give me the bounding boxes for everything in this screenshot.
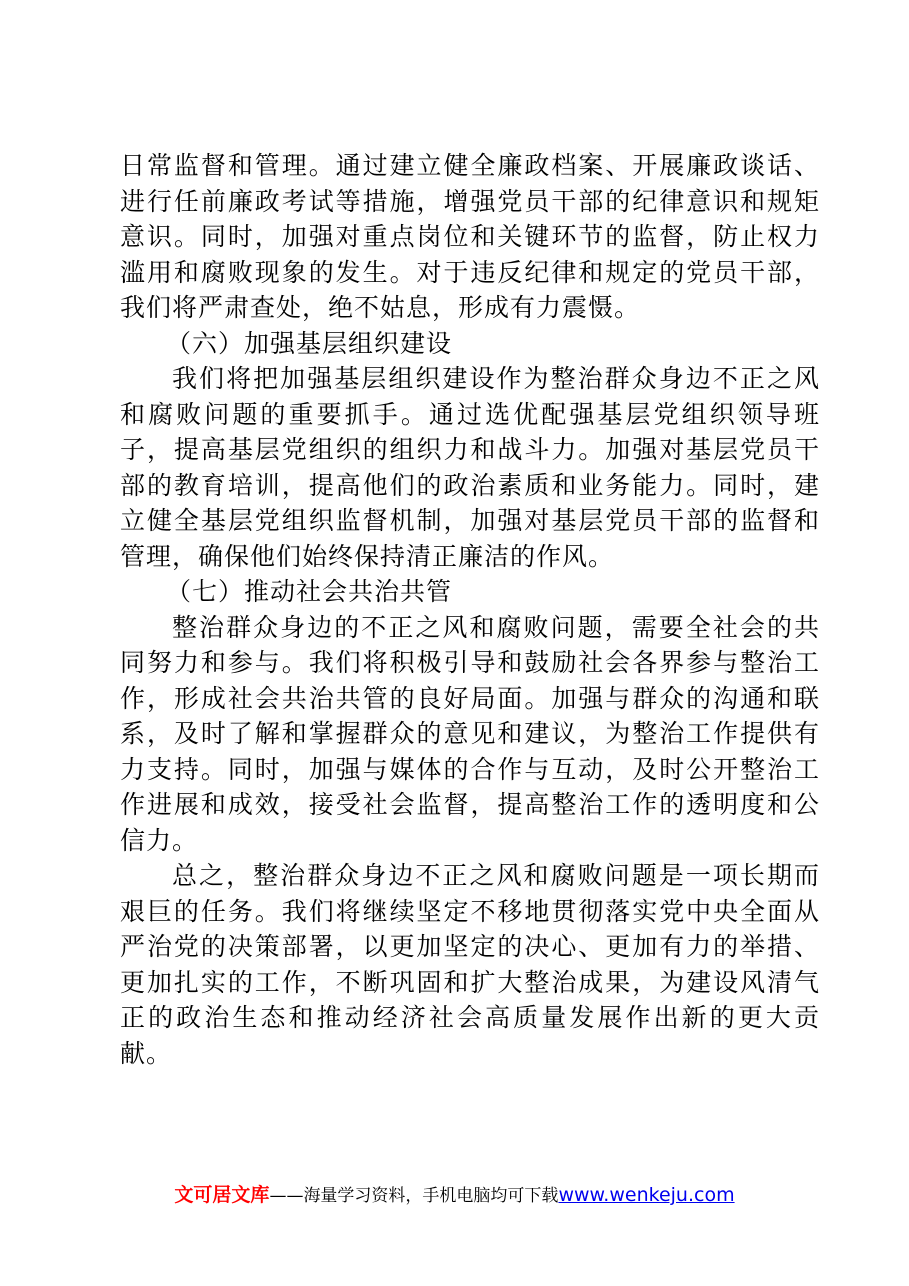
footer-url-link[interactable]: www.wenkeju.com xyxy=(558,1184,735,1206)
footer-brand: 文可居文库 xyxy=(174,1184,270,1206)
paragraph-grassroots: 我们将把加强基层组织建设作为整治群众身边不正之风和腐败问题的重要抓手。通过选优配强基层党组织领导班子，提高基层党组织的组织力和战斗力。加强对基层党员干部的教育培训，提高他们的政治素质和业务能力。同时，建立健全基层党组织监督机制，加强对基层党员干部的监督和管理，确保他们始终保持清正廉洁的作风。 xyxy=(120,364,820,571)
section-heading-6: （六）加强基层组织建设 xyxy=(166,328,453,358)
document-body xyxy=(120,148,820,1071)
paragraph-social-governance: 整治群众身边的不正之风和腐败问题，需要全社会的共同努力和参与。我们将积极引导和鼓励社会各界参与整治工作，形成社会共治共管的良好局面。加强与群众的沟通和联系，及时了解和掌握群众的意见和建议，为整治工作提供有力支持。同时，加强与媒体的合作与互动，及时公开整治工作进展和成效，接受社会监督，提高整治工作的透明度和公信力。 xyxy=(120,612,820,855)
footer-tagline: ——海量学习资料，手机电脑均可下载 xyxy=(269,1186,559,1206)
page-footer xyxy=(0,1180,909,1207)
paragraph-supervision: 日常监督和管理。通过建立健全廉政档案、开展廉政谈话、进行任前廉政考试等措施，增强党员干部的纪律意识和规矩意识。同时，加强对重点岗位和关键环节的监督，防止权力滥用和腐败现象的发生。对于违反纪律和规定的党员干部，我们将严肃查处，绝不姑息，形成有力震慑。 xyxy=(120,151,820,322)
section-heading-7: （七）推动社会共治共管 xyxy=(166,577,453,606)
paragraph-conclusion: 总之，整治群众身边不正之风和腐败问题是一项长期而艰巨的任务。我们将继续坚定不移地贯彻落实党中央全面从严治党的决策部署，以更加坚定的决心、更加有力的举措、更加扎实的工作，不断巩固和扩大整治成果，为建设风清气正的政治生态和推动经济社会高质量发展作出新的更大贡献。 xyxy=(120,861,820,1068)
